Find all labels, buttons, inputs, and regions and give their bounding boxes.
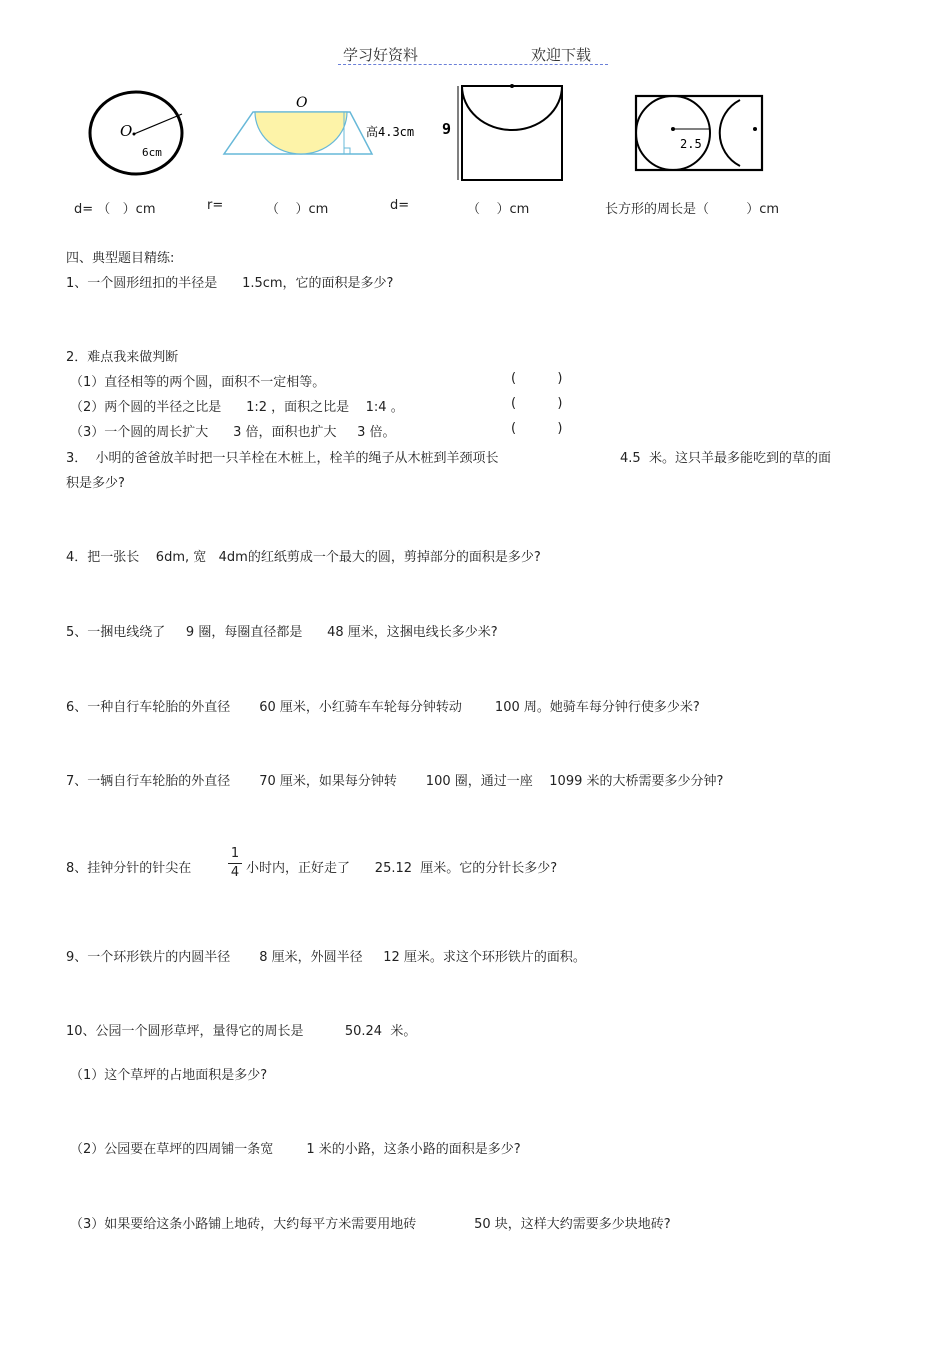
question-2-1-paren: ( ) [511,371,563,386]
blank-d2: d= [390,198,410,213]
fig2-height-label: 高4.3cm [366,125,415,139]
question-2-2: （2）两个圆的半径之比是 1:2 ，面积之比是 1:4 。 [70,400,404,415]
fig2-center-label: O [296,95,308,111]
fig1-center-label: O [120,122,133,140]
question-2-3-paren: ( ) [511,421,563,436]
blank-d1: d= （ ）cm [74,202,156,217]
question-2-2-paren: ( ) [511,396,563,411]
question-3-line-c: 积是多少? [66,476,125,491]
fig3-side-label: 9 [442,120,452,138]
question-5: 5、一捆电线绕了 9 圈，每圈直径都是 48 厘米，这捆电线长多少米? [66,625,498,640]
fraction-denominator: 4 [230,865,240,880]
question-6: 6、一种自行车轮胎的外直径 60 厘米，小红骑车车轮每分钟转动 100 周。她骑车每分钟行使多少米? [66,700,700,715]
rectangle-circles-figure [632,93,766,173]
question-9: 9、一个环形铁片的内圆半径 8 厘米，外圆半径 12 厘米。求这个环形铁片的面积。 [66,950,586,965]
question-3-line-a: 3． 小明的爸爸放羊时把一只羊栓在木桩上，栓羊的绳子从木桩到羊颈项长 [66,451,499,466]
question-8-end: 小时内，正好走了 25.12 厘米。它的分针长多少? [246,861,558,876]
question-2-title: 2．难点我来做判断 [66,350,179,365]
question-8-start: 8、挂钟分针的针尖在 [66,861,192,876]
question-4: 4．把一张长 6dm, 宽 4dm的红纸剪成一个最大的圆，剪掉部分的面积是多少? [66,550,541,565]
question-3-line-b: 4.5 米。这只羊最多能吃到的草的面 [620,451,831,466]
trapezoid-semicircle-figure [220,92,425,160]
fraction-bar [228,863,242,864]
header-right: 欢迎下载 [531,46,592,64]
question-2-1: （1）直径相等的两个圆，面积不一定相等。 [70,375,326,390]
question-2-3: （3）一个圆的周长扩大 3 倍，面积也扩大 3 倍。 [70,425,396,440]
question-10-3: （3）如果要给这条小路铺上地砖，大约每平方米需要用地砖 50 块，这样大约需要多少块地砖? [70,1217,671,1232]
blank-r: r= [207,198,224,213]
section-title: 四、典型题目精练: [66,251,175,266]
header-underline [338,64,608,65]
question-7: 7、一辆自行车轮胎的外直径 70 厘米，如果每分钟转 100 圈，通过一座 1099 米的大桥需要多少分钟? [66,774,724,789]
header-left: 学习好资料 [343,46,419,64]
circle-figure [86,88,188,178]
fig4-radius-label: 2.5 [680,137,702,151]
blank-r-paren: （ ）cm [266,202,329,217]
fig1-radius-label: 6cm [142,146,162,159]
question-10-2: （2）公园要在草坪的四周铺一条宽 1 米的小路，这条小路的面积是多少? [70,1142,521,1157]
fraction-numerator: 1 [230,846,240,861]
question-10: 10、公园一个圆形草坪，量得它的周长是 50.24 米。 [66,1024,417,1039]
question-10-1: （1）这个草坪的占地面积是多少? [70,1068,268,1083]
square-semicircle-figure [438,82,570,182]
fraction-one-quarter [228,846,242,881]
question-1: 1、一个圆形纽扣的半径是 1.5cm，它的面积是多少? [66,276,394,291]
blank-perimeter: 长方形的周长是（ ）cm [605,202,780,217]
blank-d2-paren: （ ）cm [467,202,530,217]
